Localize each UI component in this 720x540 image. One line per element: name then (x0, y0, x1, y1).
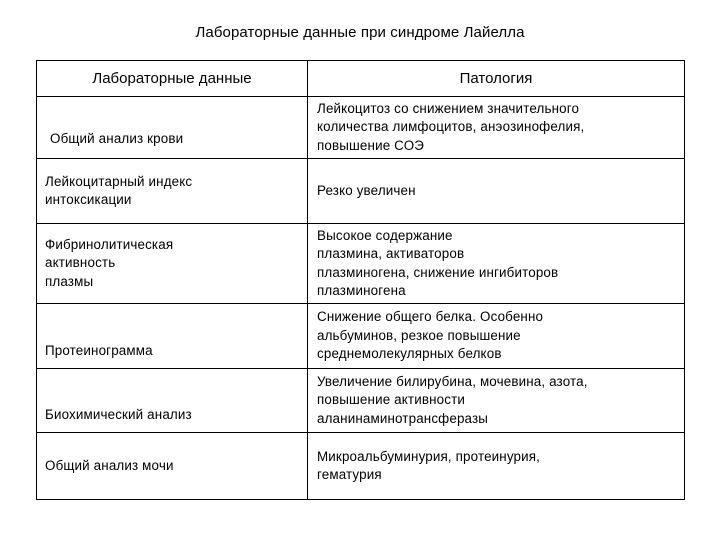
header-lab-data: Лабораторные данные (37, 61, 308, 97)
pathology-cell (308, 304, 685, 369)
pathology-line: аланинаминотрансферазы (317, 410, 489, 426)
lab-data-cell (37, 369, 308, 433)
pathology-line: Снижение общего белка. Особенно (317, 309, 544, 325)
lab-data-line: интоксикации (45, 192, 132, 207)
pathology-line: среднемолекулярных белков (317, 346, 502, 362)
pathology-line: Высокое содержание (317, 227, 453, 243)
pathology-cell (308, 369, 685, 433)
lab-data-cell (37, 304, 308, 369)
table-header-row (37, 61, 685, 97)
lab-data-table (36, 60, 685, 500)
pathology-line: гематурия (317, 467, 382, 482)
lab-data-line: плазмы (45, 273, 94, 289)
pathology-cell (308, 97, 685, 159)
lab-data-cell (37, 433, 308, 500)
lab-data-text: Биохимический анализ (45, 406, 192, 422)
pathology-line: повышение активности (317, 392, 466, 408)
table-row (37, 159, 685, 224)
pathology-cell (308, 159, 685, 224)
header-pathology: Патология (308, 61, 685, 97)
lab-data-line: активность (45, 255, 116, 271)
pathology-cell (308, 433, 685, 500)
table-row (37, 304, 685, 369)
pathology-line: плазминогена, снижение ингибиторов (317, 264, 559, 280)
pathology-line: Увеличение билирубина, мочевина, азота, (317, 373, 588, 389)
lab-data-line: Лейкоцитарный индекс (45, 173, 193, 189)
table-row (37, 224, 685, 304)
table-row (37, 369, 685, 433)
pathology-line: количества лимфоцитов, анэозинофелия, (317, 119, 585, 135)
lab-data-cell (37, 159, 308, 224)
pathology-line: плазминогена (317, 283, 406, 298)
table-row (37, 433, 685, 500)
lab-data-line: Фибринолитическая (45, 236, 174, 252)
pathology-line: альбуминов, резкое повышение (317, 327, 521, 343)
pathology-line: Резко увеличен (317, 182, 416, 198)
lab-data-text: Общий анализ мочи (45, 457, 174, 473)
page-title: Лабораторные данные при синдроме Лайелла (195, 24, 525, 41)
pathology-line: Лейкоцитоз со снижением значительного (317, 100, 580, 116)
lab-data-text: Общий анализ крови (50, 130, 184, 146)
pathology-line: повышение СОЭ (317, 137, 425, 153)
table-row (37, 97, 685, 159)
pathology-line: плазмина, активаторов (317, 246, 465, 261)
lab-data-cell (37, 224, 308, 304)
pathology-line: Микроальбуминурия, протеинурия, (317, 448, 541, 464)
pathology-cell (308, 224, 685, 304)
lab-data-text: Протеинограмма (45, 342, 153, 358)
lab-data-cell (37, 97, 308, 159)
